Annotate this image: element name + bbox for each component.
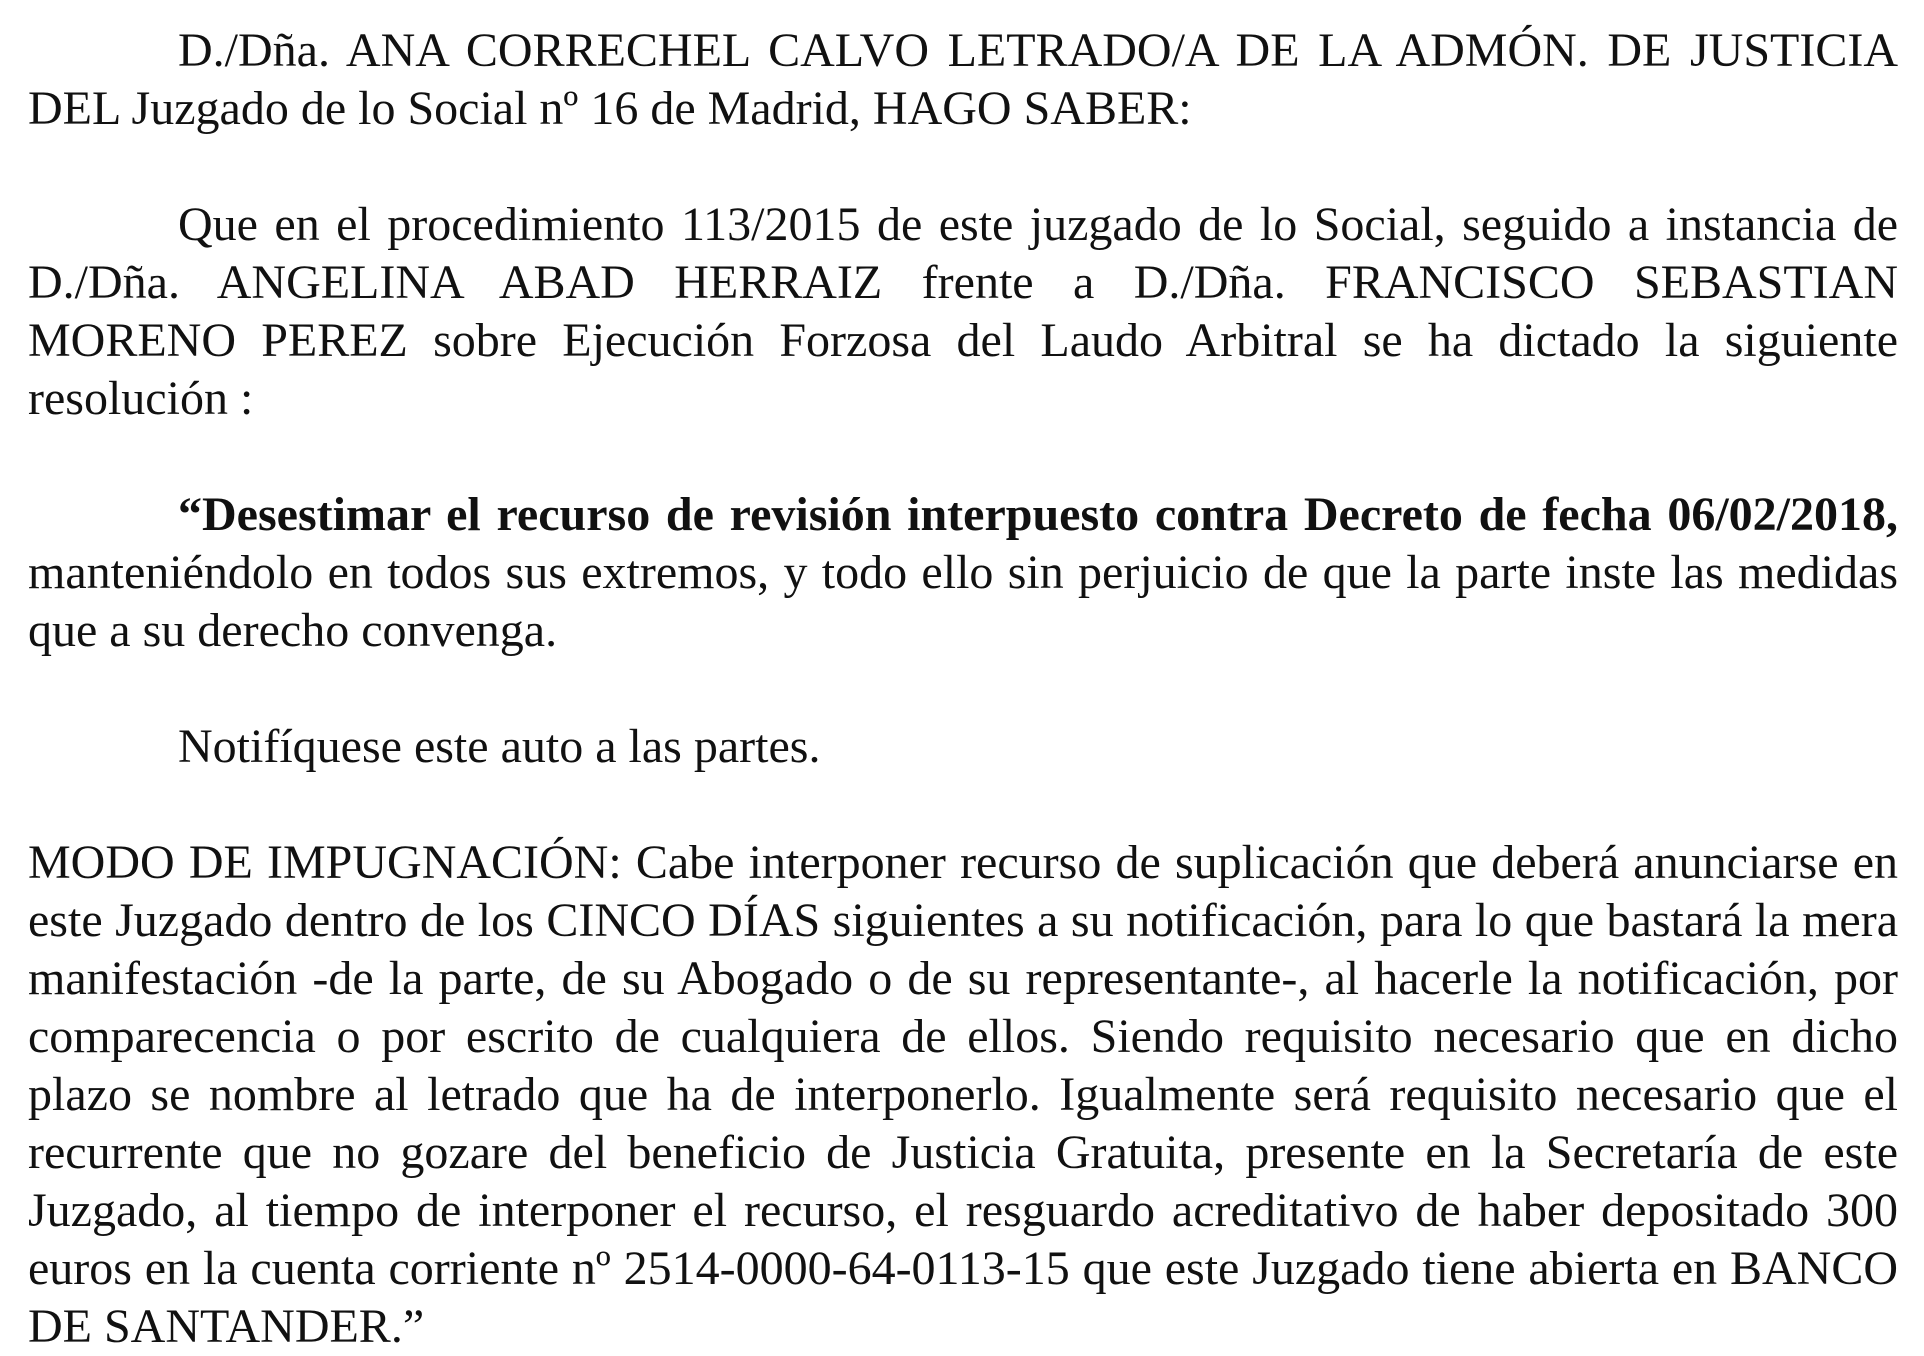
impugnation-paragraph: MODO DE IMPUGNACIÓN: Cabe interponer recurso de suplicación que deberá anunciarse en este Juzgado dentro de los CINCO DÍAS siguientes a su notificación, para lo que bastará la mera manifestación -de la parte, de su Abogado o de su representante-, al hacerle la notificación, por comparecencia o por escrito de cualquiera de ellos. Siendo requisito necesario que en dicho plazo se nombre al letrado que ha de interponerlo. Igualmente será requisito necesario que el recurrente que no gozare del beneficio de Justicia Gratuita, presente en la Secretaría de este Juzgado, al tiempo de interponer el recurso, el resguardo acreditativo de haber depositado 300 euros en la cuenta corriente nº 2514-0000-64-0113-15 que este Juzgado tiene abierta en BANCO DE SANTANDER.” <box>28 836 1898 1353</box>
document-page <box>28 22 1898 1356</box>
resolution-text: manteniéndolo en todos sus extremos, y todo ello sin perjuicio de que la parte inste las medidas que a su derecho convenga. <box>28 546 1898 657</box>
paragraph-gap <box>28 138 1898 196</box>
paragraph-gap <box>28 776 1898 834</box>
paragraph-gap <box>28 428 1898 486</box>
procedure-paragraph: Que en el procedimiento 113/2015 de este juzgado de lo Social, seguido a instancia de D./Dña. ANGELINA ABAD HERRAIZ frente a D./Dña. FRANCISCO SEBASTIAN MORENO PEREZ sobre Ejecución Forzosa del Laudo Arbitral se ha dictado la siguiente resolución : <box>28 198 1898 425</box>
resolution-paragraph <box>28 486 1898 660</box>
header-paragraph: D./Dña. ANA CORRECHEL CALVO LETRADO/A DE LA ADMÓN. DE JUSTICIA DEL Juzgado de lo Social nº 16 de Madrid, HAGO SABER: <box>28 24 1898 135</box>
resolution-bold-text: “Desestimar el recurso de revisión interpuesto contra Decreto de fecha 06/02/2018, <box>178 488 1898 541</box>
paragraph-gap <box>28 660 1898 718</box>
notify-paragraph: Notifíquese este auto a las partes. <box>178 720 821 773</box>
